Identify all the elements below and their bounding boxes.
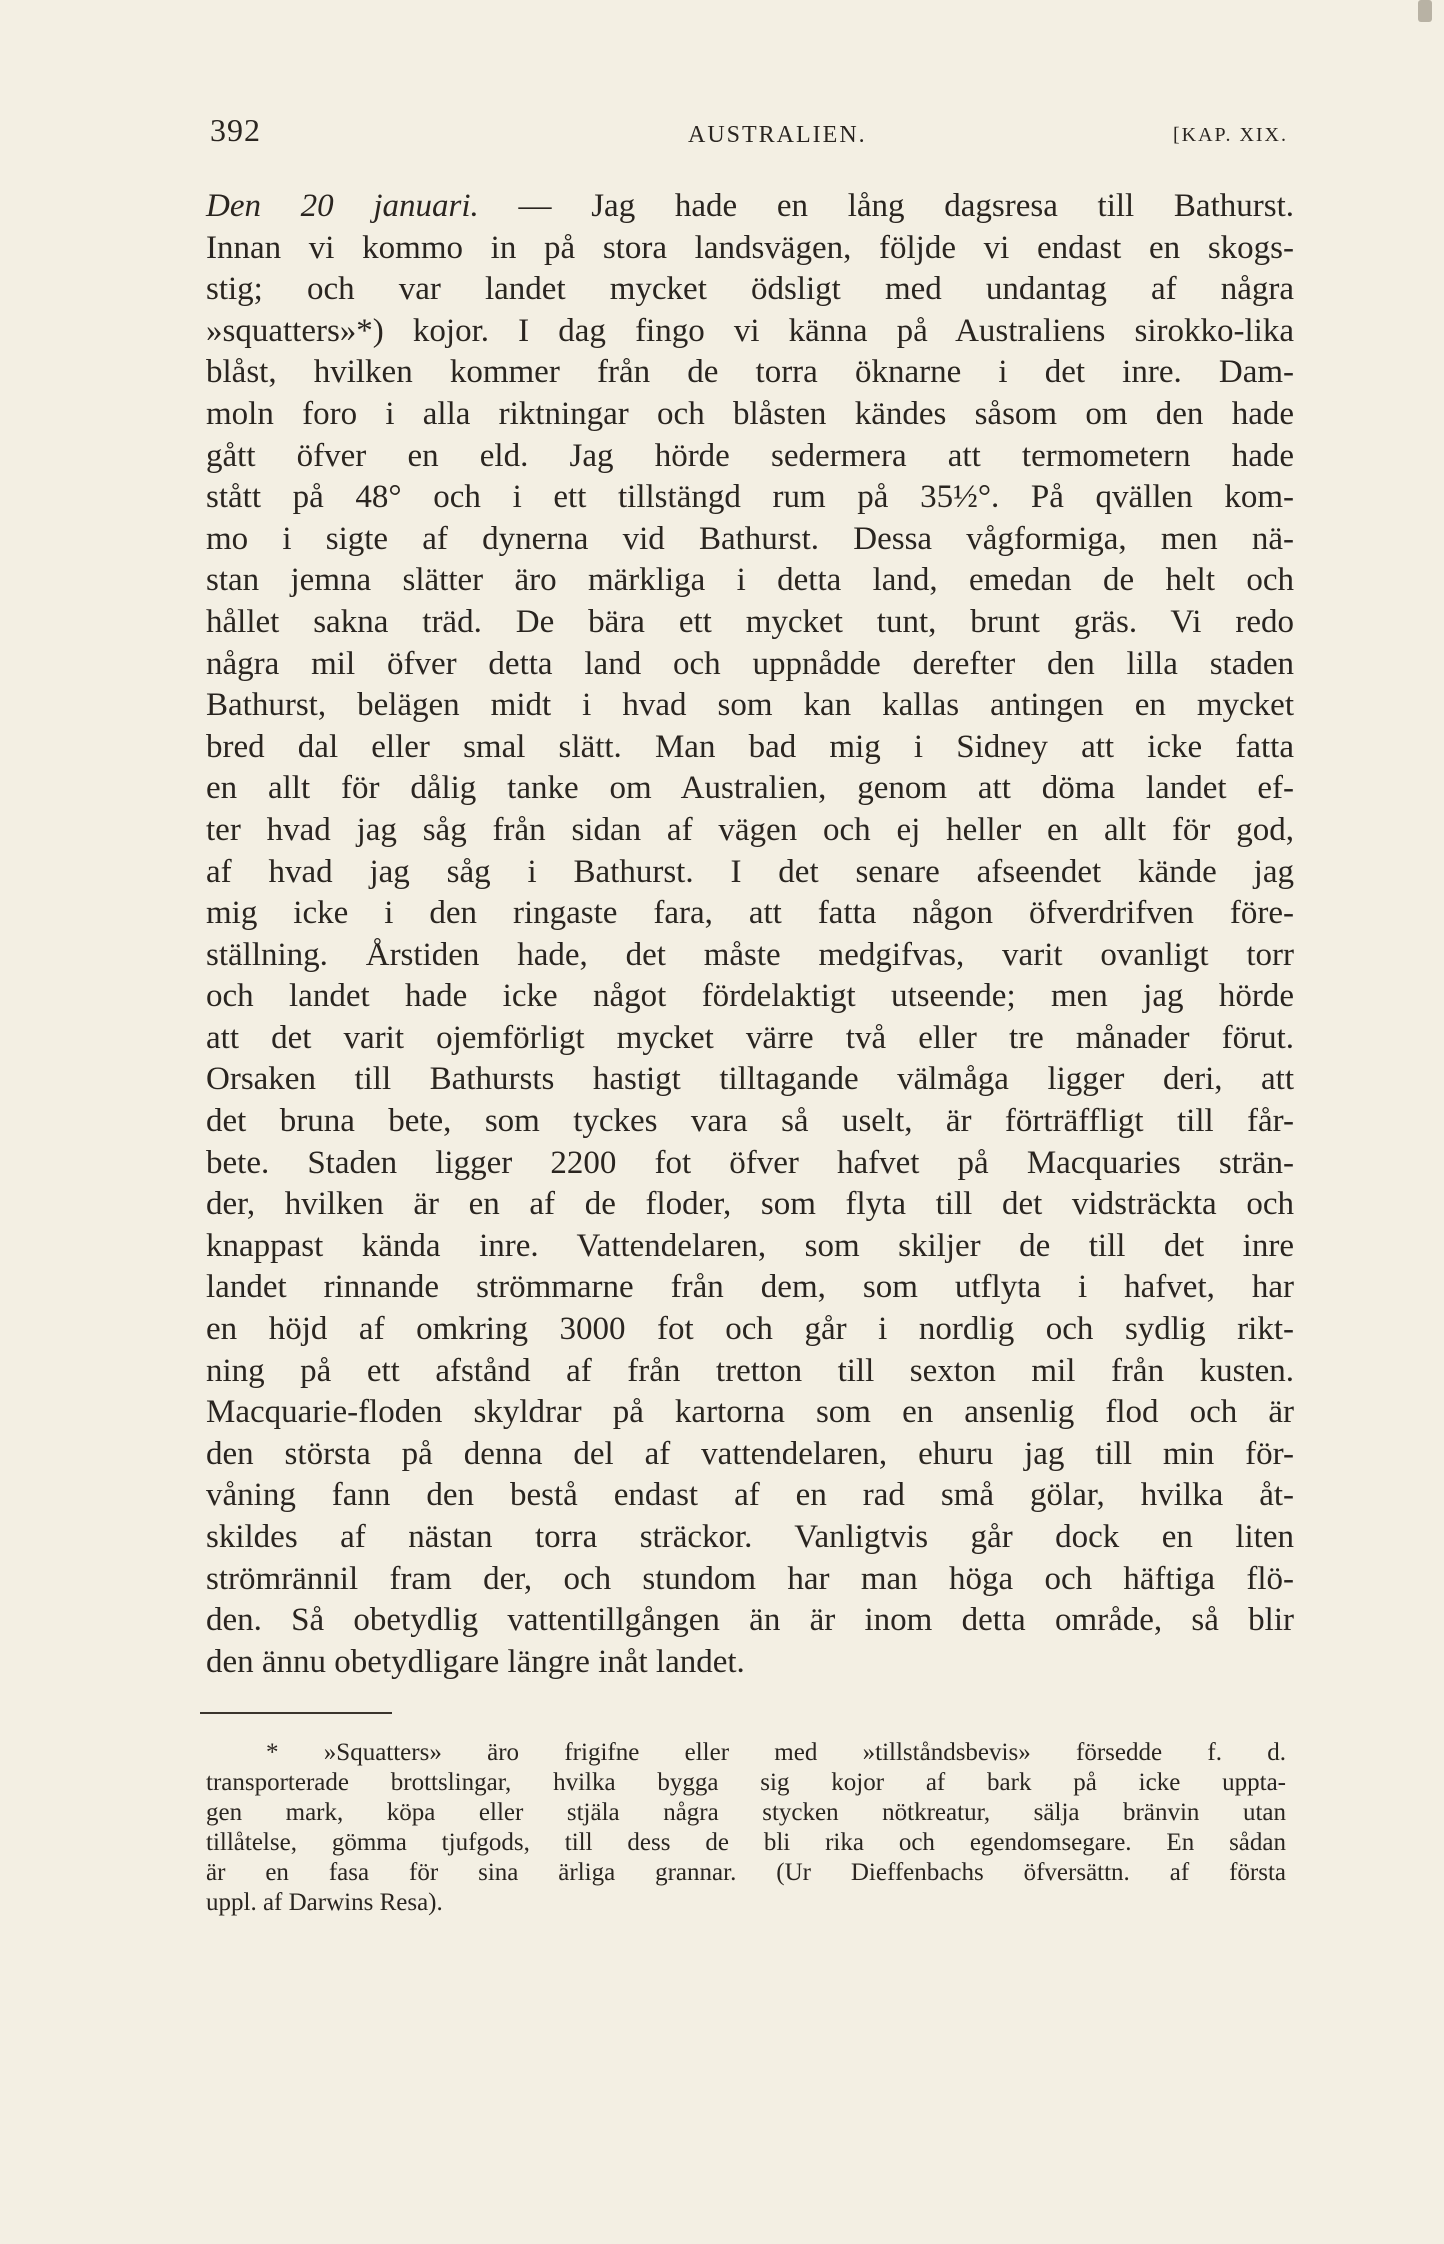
text-line: mo i sigte af dynerna vid Bathurst. Dessa vågformiga, men nä- (206, 520, 1294, 557)
text-line (206, 186, 1294, 228)
text-line: stig; och var landet mycket ödsligt med undantag af några (206, 271, 1294, 308)
text-line: ter hvad jag såg från sidan af vägen och ej heller en allt för god, (206, 811, 1294, 848)
footnote-line: är en fasa för sina ärliga grannar. (Ur Dieffenbachs öfversättn. af första (206, 1859, 1286, 1886)
text-line: den största på denna del af vattendelaren, ehuru jag till min för- (206, 1435, 1294, 1472)
text-line: af hvad jag såg i Bathurst. I det senare afseendet kände jag (206, 853, 1294, 890)
text-line-content: — Jag hade en lång dagsresa till Bathurst. (478, 188, 1294, 224)
running-head: AUSTRALIEN. (688, 122, 867, 148)
text-line: bred dal eller smal slätt. Man bad mig i Sidney att icke fatta (206, 728, 1294, 765)
text-line: Innan vi kommo in på stora landsvägen, följde vi endast en skogs- (206, 229, 1294, 266)
text-line: den. Så obetydlig vattentillgången än är inom detta område, så blir (206, 1602, 1294, 1639)
body-text (206, 186, 1294, 1683)
footnote-line: transporterade brottslingar, hvilka bygga sig kojor af bark på icke uppta- (206, 1769, 1286, 1796)
text-line: våning fann den bestå endast af en rad små gölar, hvilka åt- (206, 1477, 1294, 1514)
text-line: »squatters»*) kojor. I dag fingo vi känna på Australiens sirokko-lika (206, 312, 1294, 349)
text-line: landet rinnande strömmarne från dem, som utflyta i hafvet, har (206, 1269, 1294, 1306)
text-line: mig icke i den ringaste fara, att fatta någon öfverdrifven före- (206, 895, 1294, 932)
footnote-line: uppl. af Darwins Resa). (206, 1889, 443, 1916)
footnote-rule (200, 1712, 392, 1714)
text-line: det bruna bete, som tyckes vara så uselt, är förträffligt till får- (206, 1103, 1294, 1140)
chapter-label: [KAP. XIX. (1173, 124, 1288, 146)
text-line: Macquarie-floden skyldrar på kartorna som en ansenlig flod och är (206, 1394, 1294, 1431)
text-line: att det varit ojemförligt mycket värre två eller tre månader förut. (206, 1019, 1294, 1056)
text-line: Orsaken till Bathursts hastigt tilltagande välmåga ligger deri, att (206, 1061, 1294, 1098)
text-line: hållet sakna träd. De bära ett mycket tunt, brunt gräs. Vi redo (206, 603, 1294, 640)
text-line: stan jemna slätter äro märkliga i detta land, emedan de helt och (206, 562, 1294, 599)
text-line: ställning. Årstiden hade, det måste medgifvas, varit ovanligt torr (206, 936, 1294, 973)
page-header (210, 112, 1288, 152)
text-line: ning på ett afstånd af från tretton till sexton mil från kusten. (206, 1352, 1294, 1389)
text-line: skildes af nästan torra sträckor. Vanligtvis går dock en liten (206, 1519, 1294, 1555)
footnote-line: gen mark, köpa eller stjäla några stycken nötkreatur, sälja bränvin utan (206, 1799, 1286, 1826)
text-line: der, hvilken är en af de floder, som flyta till det vidsträckta och (206, 1186, 1294, 1223)
footnote-line: * »Squatters» äro frigifne eller med »tillståndsbevis» försedde f. d. (266, 1739, 1286, 1766)
text-line: bete. Staden ligger 2200 fot öfver hafvet på Macquaries strän- (206, 1144, 1294, 1181)
text-line: och landet hade icke något fördelaktigt utseende; men jag hörde (206, 978, 1294, 1015)
text-line: moln foro i alla riktningar och blåsten kändes såsom om den hade (206, 395, 1294, 432)
text-line: knappast kända inre. Vattendelaren, som skiljer de till det inre (206, 1227, 1294, 1264)
footnote (206, 1738, 1286, 1918)
text-line: några mil öfver detta land och uppnådde derefter den lilla staden (206, 645, 1294, 682)
text-line: en höjd af omkring 3000 fot och går i nordlig och sydlig rikt- (206, 1311, 1294, 1348)
page-number: 392 (210, 112, 261, 148)
text-line: gått öfver en eld. Jag hörde sedermera att termometern hade (206, 437, 1294, 474)
text-line: blåst, hvilken kommer från de torra öknarne i det inre. Dam- (206, 354, 1294, 391)
text-line: stått på 48° och i ett tillstängd rum på 35½°. På qvällen kom- (206, 479, 1294, 516)
text-line: Bathurst, belägen midt i hvad som kan kallas antingen en mycket (206, 687, 1294, 724)
footnote-line: tillåtelse, gömma tjufgods, till dess de bli rika och egendomsegare. En sådan (206, 1829, 1286, 1856)
text-line: den ännu obetydligare längre inåt landet. (206, 1643, 745, 1680)
text-line: strömrännil fram der, och stundom har man höga och häftiga flö- (206, 1560, 1294, 1597)
entry-date: Den 20 januari. (206, 188, 479, 224)
text-line: en allt för dålig tanke om Australien, genom att döma landet ef- (206, 770, 1294, 807)
page-speck (1418, 0, 1432, 22)
